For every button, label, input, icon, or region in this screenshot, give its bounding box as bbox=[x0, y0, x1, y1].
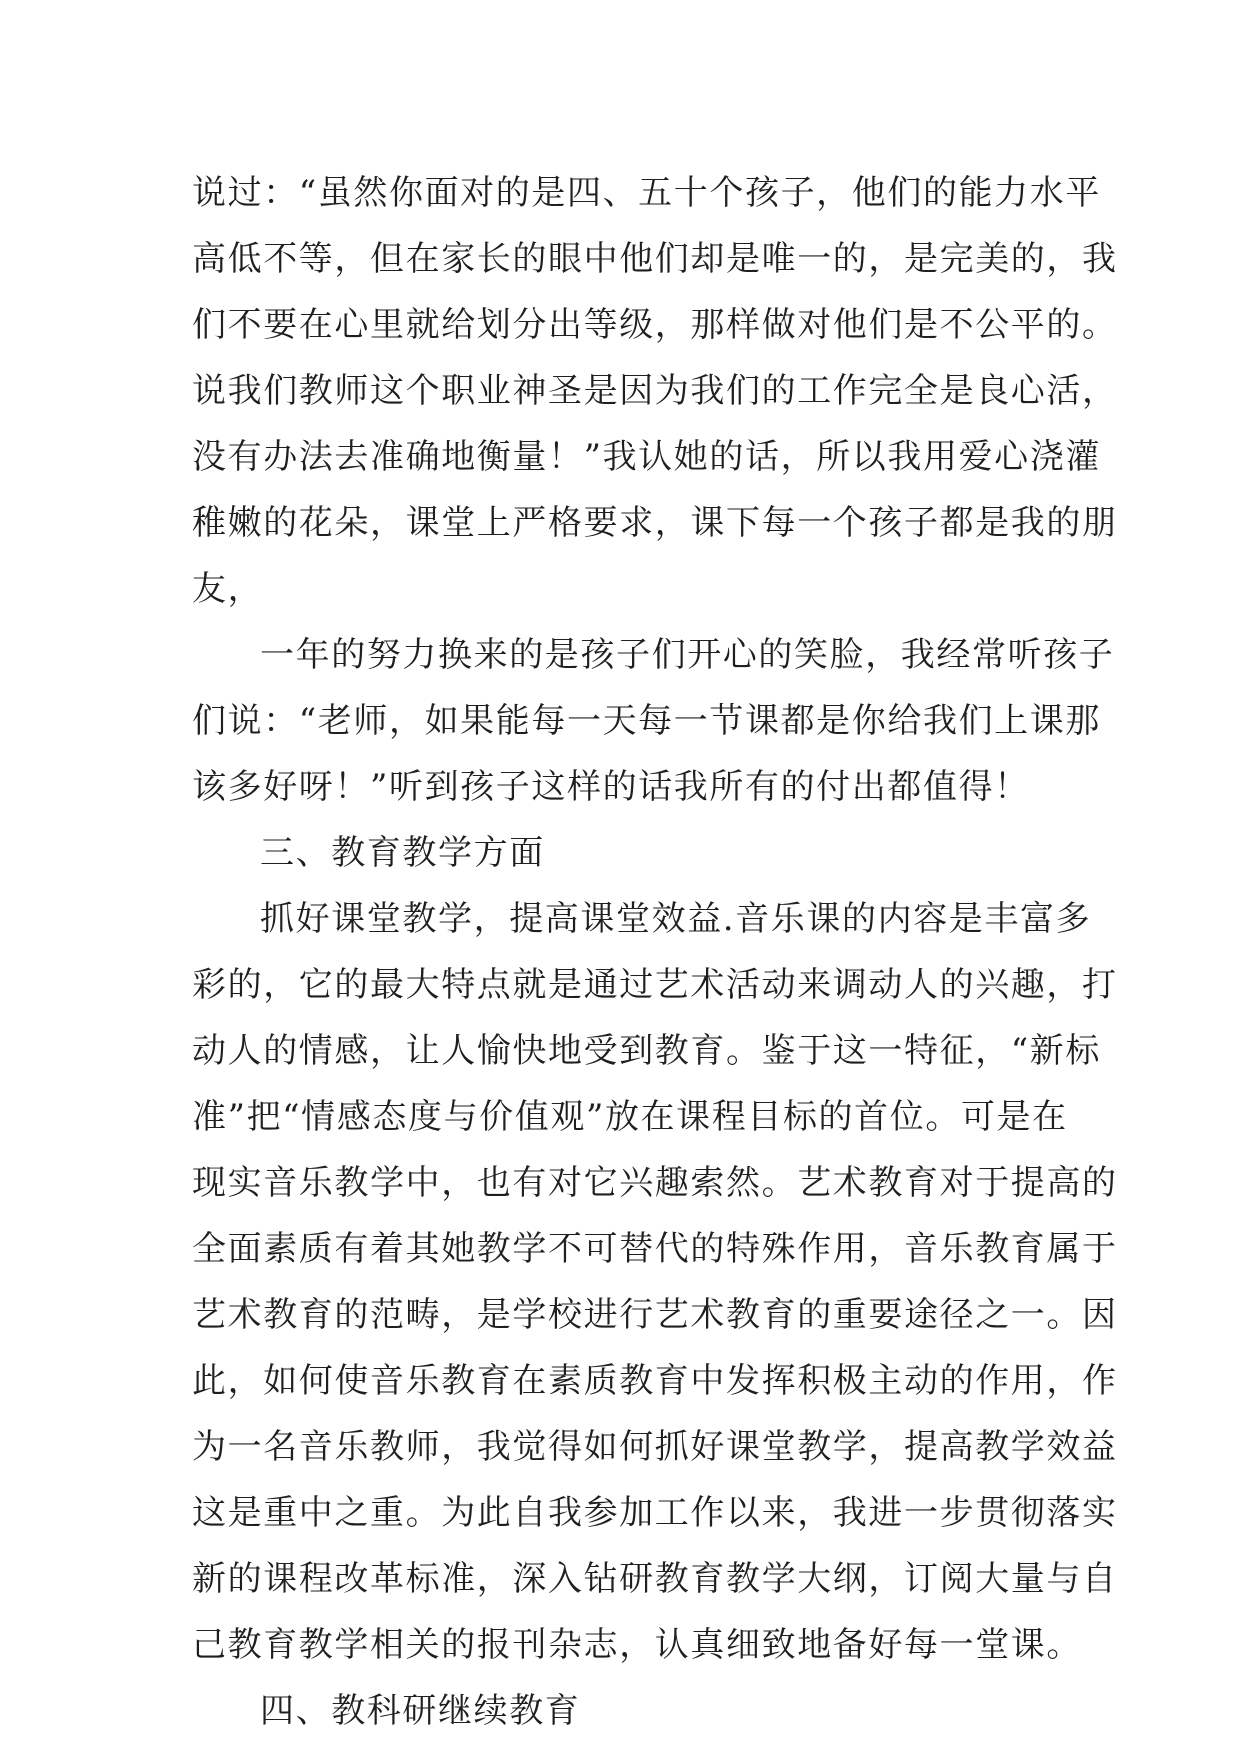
text-line: 友， bbox=[192, 569, 264, 609]
text-line: 准”把“情感态度与价值观”放在课程目标的首位。可是在 bbox=[192, 1097, 1068, 1137]
text-line: 全面素质有着其她教学不可替代的特殊作用，音乐教育属于 bbox=[192, 1229, 1118, 1269]
text-line: 高低不等，但在家长的眼中他们却是唯一的，是完美的，我 bbox=[192, 239, 1118, 279]
text-line: 们不要在心里就给划分出等级，那样做对他们是不公平的。 bbox=[192, 305, 1118, 345]
text-line: 己教育教学相关的报刊杂志，认真细致地备好每一堂课。 bbox=[192, 1625, 1082, 1665]
text-line: 动人的情感，让人愉快地受到教育。鉴于这一特征，“新标 bbox=[192, 1031, 1101, 1071]
text-line: 此，如何使音乐教育在素质教育中发挥积极主动的作用，作 bbox=[192, 1361, 1118, 1401]
text-line: 艺术教育的范畴，是学校进行艺术教育的重要途径之一。因 bbox=[192, 1295, 1118, 1335]
text-line: 新的课程改革标准，深入钻研教育教学大纲，订阅大量与自 bbox=[192, 1559, 1118, 1599]
text-line: 这是重中之重。为此自我参加工作以来，我进一步贯彻落实 bbox=[192, 1493, 1118, 1533]
section-heading-3: 三、教育教学方面 bbox=[260, 833, 545, 873]
paragraph-start-line: 抓好课堂教学，提高课堂效益.音乐课的内容是丰富多 bbox=[260, 899, 1092, 939]
paragraph-start-line: 一年的努力换来的是孩子们开心的笑脸，我经常听孩子 bbox=[260, 635, 1115, 675]
text-line: 该多好呀！”听到孩子这样的话我所有的付出都值得！ bbox=[192, 767, 1030, 807]
text-line: 没有办法去准确地衡量！”我认她的话，所以我用爱心浇灌 bbox=[192, 437, 1101, 477]
text-line: 说我们教师这个职业神圣是因为我们的工作完全是良心活， bbox=[192, 371, 1118, 411]
text-line: 说过：“虽然你面对的是四、五十个孩子，他们的能力水平 bbox=[192, 173, 1101, 213]
text-line: 彩的，它的最大特点就是通过艺术活动来调动人的兴趣，打 bbox=[192, 965, 1118, 1005]
section-heading-4: 四、教科研继续教育 bbox=[260, 1691, 581, 1731]
text-line: 为一名音乐教师，我觉得如何抓好课堂教学，提高教学效益 bbox=[192, 1427, 1118, 1467]
text-line: 现实音乐教学中，也有对它兴趣索然。艺术教育对于提高的 bbox=[192, 1163, 1118, 1203]
text-line: 稚嫩的花朵，课堂上严格要求，课下每一个孩子都是我的朋 bbox=[192, 503, 1118, 543]
body-text bbox=[192, 160, 1118, 1744]
text-line: 们说：“老师，如果能每一天每一节课都是你给我们上课那 bbox=[192, 701, 1101, 741]
